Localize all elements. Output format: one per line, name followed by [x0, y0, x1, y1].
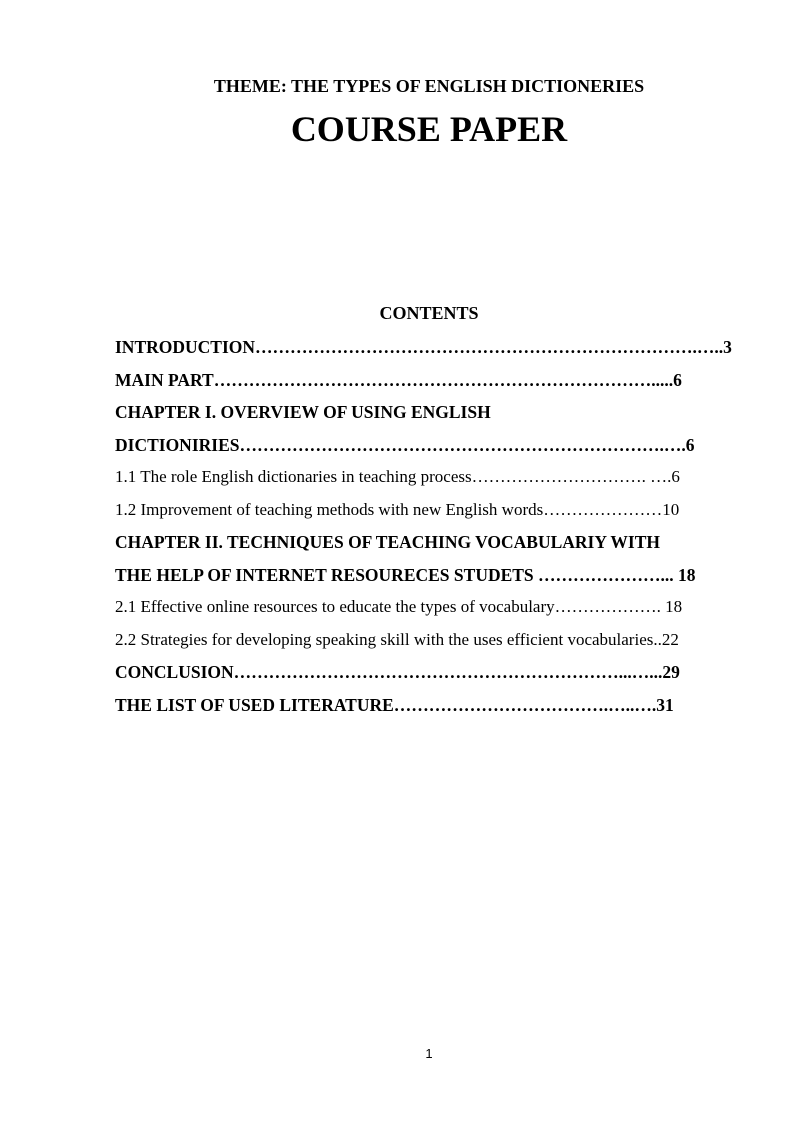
toc-entry-section-1-2: 1.2 Improvement of teaching methods with new English words…………………10 [115, 499, 680, 519]
page-title: COURSE PAPER [290, 109, 568, 149]
toc-entry-introduction: INTRODUCTION………………………………………………………………….…..3 [115, 337, 732, 357]
toc-entry-section-2-2: 2.2 Strategies for developing speaking skill with the uses efficient vocabularies..22 [115, 629, 679, 649]
theme-line: THEME: THE TYPES OF ENGLISH DICTIONERIES [213, 76, 645, 96]
toc-entry-conclusion: CONCLUSION…………………………………………………………...…...29 [115, 662, 680, 682]
toc-entry-section-2-1: 2.1 Effective online resources to educate the types of vocabulary………………. 18 [115, 597, 683, 616]
table-of-contents [115, 336, 755, 726]
toc-entry-chapter-2-title: CHAPTER II. TECHNIQUES OF TEACHING VOCABULARIY WITH [115, 532, 661, 552]
toc-entry-chapter-2-continued: THE HELP OF INTERNET RESOURECES STUDETS …………………... 18 [115, 564, 696, 585]
toc-entry-chapter-1-title: CHAPTER I. OVERVIEW OF USING ENGLISH [115, 402, 491, 422]
toc-entry-chapter-1-continued: DICTIONIRIES……………………………………………………………….….6 [115, 434, 695, 455]
toc-entry-literature: THE LIST OF USED LITERATURE……………………………….…..….31 [115, 694, 674, 715]
contents-heading: CONTENTS [379, 303, 479, 323]
page-number: 1 [425, 1046, 433, 1061]
toc-entry-main-part: MAIN PART………………………………………………………………….....6 [115, 369, 682, 390]
toc-entry-section-1-1: 1.1 The role English dictionaries in teaching process…………………………. ….6 [115, 467, 680, 486]
